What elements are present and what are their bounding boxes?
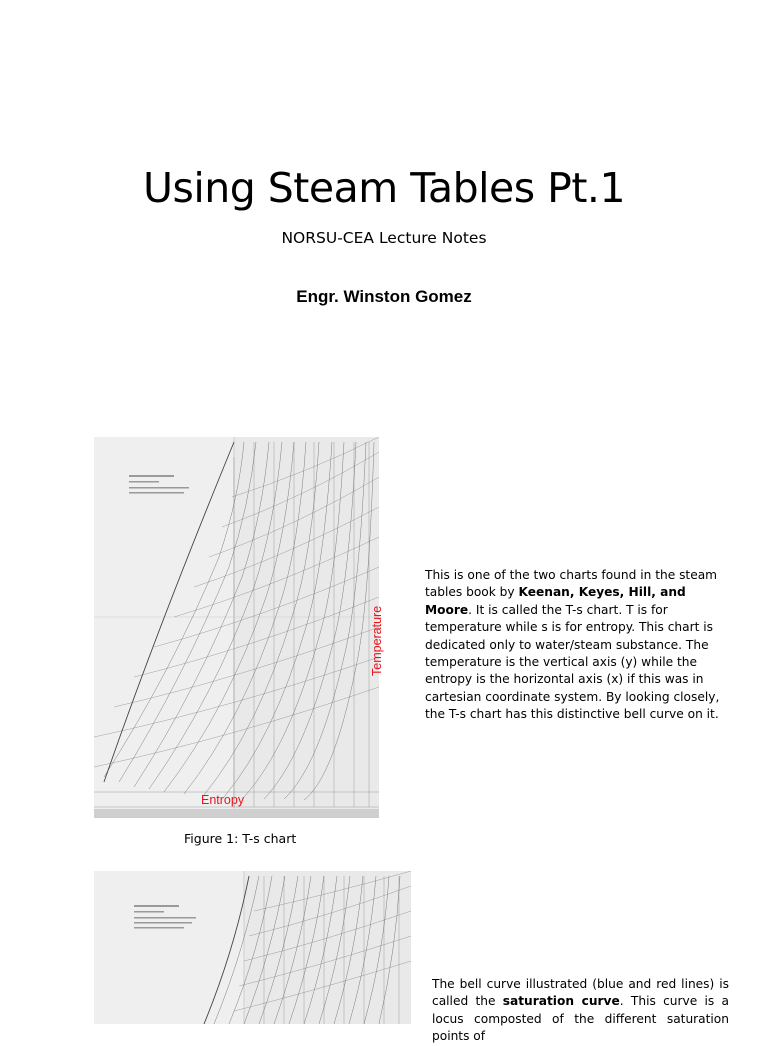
paragraph-2 (432, 976, 729, 1046)
document-subtitle: NORSU-CEA Lecture Notes (281, 229, 487, 247)
document-title: Using Steam Tables Pt.1 (142, 164, 626, 212)
paragraph-2-text-b: . This curve is a locus composted of the different saturation points of (432, 994, 729, 1044)
ts-chart-grid (94, 437, 379, 818)
paragraph-1-bold: Keenan, Keyes, Hill, and Moore (425, 585, 686, 617)
ts-chart-photo (94, 437, 379, 818)
saturation-chart-grid (94, 871, 411, 1024)
author-name: Engr. Winston Gomez (296, 287, 472, 306)
paragraph-2-bold: saturation curve (502, 994, 620, 1009)
figure1-caption: Figure 1: T-s chart (184, 831, 297, 846)
x-axis-label: Entropy (201, 793, 245, 807)
y-axis-label: Temperature (370, 605, 384, 676)
saturation-curve-photo (94, 871, 411, 1024)
paragraph-1-text-a: This is one of the two charts found in the steam tables book by (425, 568, 718, 600)
paragraph-1 (425, 567, 725, 724)
paragraph-1-text-b: . It is called the T-s chart. T is for temperature while s is for entropy. This chart is dedicated only to water/steam substance. The temperature is the vertical axis (y) while the entropy is the horizontal axis (x) if this was in cartesian coordinate system. By looking closely, the T-s chart has this distinctive bell curve on it. (425, 602, 720, 722)
paragraph-2-text-a: The bell curve illustrated (blue and red lines) is called the (432, 977, 729, 1009)
